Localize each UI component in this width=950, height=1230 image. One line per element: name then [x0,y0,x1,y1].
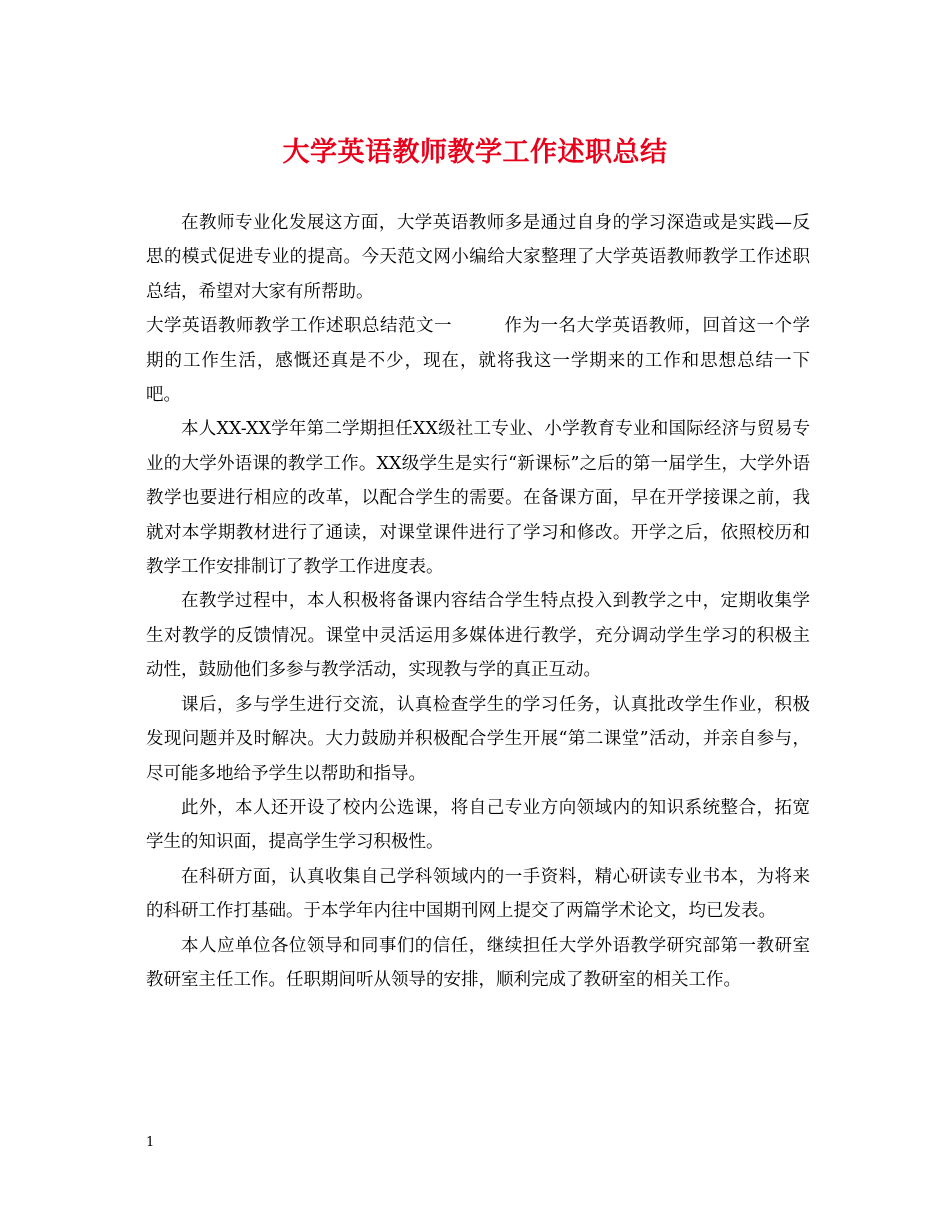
paragraph-teaching-process: 在教学过程中，本人积极将备课内容结合学生特点投入到教学之中，定期收集学生对教学的反馈情况。课堂中灵活运用多媒体进行教学，充分调动学生学习的积极主动性，鼓励他们多参与教学活动，实现教与学的真正互动。 [146,591,810,681]
page-number: 1 [146,1135,155,1150]
paragraph-elective-course: 此外，本人还开设了校内公选课，将自己专业方向领域内的知识系统整合，拓宽学生的知识面，提高学生学习积极性。 [146,797,810,853]
document-title: 大学英语教师教学工作述职总结 [282,137,668,168]
paragraph-sample-one [146,309,810,412]
paragraph-intro: 在教师专业化发展这方面，大学英语教师多是通过自身的学习深造或是实践—反思的模式促进专业的提高。今天范文网小编给大家整理了大学英语教师教学工作述职总结，希望对大家有所帮助。 [146,213,810,302]
paragraph-office-duties: 本人应单位各位领导和同事们的信任，继续担任大学外语教学研究部第一教研室教研室主任工作。任职期间听从领导的安排，顺利完成了教研室的相关工作。 [146,935,810,990]
paragraph-after-class: 课后，多与学生进行交流，认真检查学生的学习任务，认真批改学生作业，积极发现问题并及时解决。大力鼓励并积极配合学生开展“第二课堂”活动，并亲自参与，尽可能多地给予学生以帮助和指导。 [146,694,810,784]
document-body [146,206,810,997]
paragraph-teaching-duties: 本人XX-XX学年第二学期担任XX级社工专业、小学教育专业和国际经济与贸易专业的大学外语课的教学工作。XX级学生是实行“新课标”之后的第一届学生，大学外语教学也要进行相应的改革，以配合学生的需要。在备课方面，早在开学接课之前，我就对本学期教材进行了通读，对课堂课件进行了学习和修改。开学之后，依照校历和教学工作安排制订了教学工作进度表。 [146,419,810,578]
sample-heading: 大学英语教师教学工作述职总结范文一 [146,316,452,337]
sample-one-text: 作为一名大学英语教师，回首这一个学期的工作生活，感慨还真是不少，现在，就将我这一学期来的工作和思想总结一下吧。 [146,316,810,406]
paragraph-research: 在科研方面，认真收集自己学科领域内的一手资料，精心研读专业书本，为将来的科研工作打基础。于本学年内往中国期刊网上提交了两篇学术论文，均已发表。 [146,866,810,922]
